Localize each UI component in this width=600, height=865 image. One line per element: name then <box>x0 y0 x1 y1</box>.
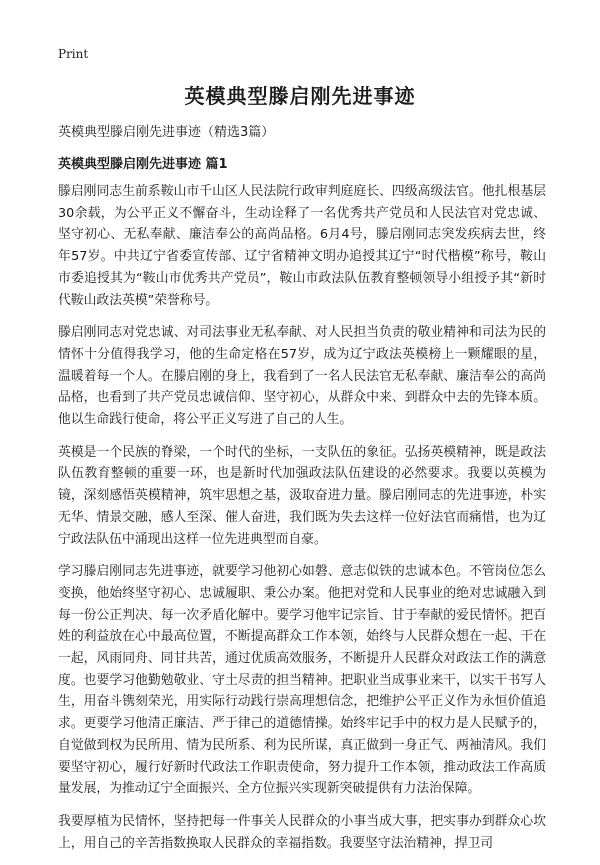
print-link[interactable]: Print <box>58 47 89 61</box>
paragraph-5: 我要厚植为民情怀，坚持把每一件事关人民群众的小事当成大事，把实事办到群众心坎上，用自己的辛苦指数换取人民群众的幸福指数。我要坚守法治精神，捍卫司 <box>58 813 546 851</box>
paragraph-4: 学习滕启刚同志先进事迹，就要学习他初心如磐、意志似铁的忠诚本色。不管岗位怎么变换，他始终坚守初心、忠诚履职、秉公办案。他把对党和人民事业的绝对忠诚融入到每一份公正判决、每一次矛盾化解中。要学习他牢记宗旨、甘于奉献的爱民情怀。把百姓的利益放在心中最高位置，不断提高群众工作本领，始终与人民群众想在一起、干在一起，风雨同舟、同甘共苦，通过优质高效服务，不断提升人民群众对政法工作的满意度。也要学习他勤勉敬业、守土尽责的担当精神。把职业当成事业来干，以实干书写人生，用奋斗镌刻荣光，用实际行动践行崇高理想信念，把维护公平正义作为永恒价值追求。更要学习他清正廉洁、严于律己的道德情操。始终牢记手中的权力是人民赋予的，自觉做到权为民所用、情为民所系、利为民所谋，真正做到一身正气、两袖清风。我们要坚守初心，履行好新时代政法工作职责使命，努力提升工作本领，推动政法工作高质量发展，为推动辽宁全面振兴、全方位振兴实现新突破提供有力法治保障。 <box>58 564 546 797</box>
article-body <box>58 181 546 865</box>
paragraph-1: 滕启刚同志生前系鞍山市千山区人民法院行政审判庭庭长、四级高级法官。他扎根基层30余载，为公平正义不懈奋斗，生动诠释了一名优秀共产党员和人民法官对党忠诚、坚守初心、无私奉献、廉洁奉公的高尚品格。6月4号，滕启刚同志突发疾病去世，终年57岁。中共辽宁省委宣传部、辽宁省精神文明办追授其辽宁“时代楷模”称号，鞍山市委追授其为“鞍山市优秀共产党员”，鞍山市政法队伍教育整顿领导小组授予其“新时代鞍山政法英模”荣誉称号。 <box>58 184 546 308</box>
section-heading: 英模典型滕启刚先进事迹 篇1 <box>58 157 228 172</box>
document-subtitle: 英模典型滕启刚先进事迹（精选3篇） <box>58 125 275 140</box>
paragraph-2: 滕启刚同志对党忠诚、对司法事业无私奉献、对人民担当负责的敬业精神和司法为民的情怀十分值得我学习，他的生命定格在57岁，成为辽宁政法英模榜上一颗耀眼的星，温暖着每一个人。在滕启刚的身上，我看到了一名人民法官无私奉献、廉洁奉公的高尚品格，也看到了共产党员忠诚信仰、坚守初心，从群众中来、到群众中去的先锋本质。他以生命践行使命，将公平正义写进了自己的人生。 <box>58 325 546 428</box>
paragraph-3: 英模是一个民族的脊梁，一个时代的坐标，一支队伍的象征。弘扬英模精神，既是政法队伍教育整顿的重要一环，也是新时代加强政法队伍建设的必然要求。我要以英模为镜，深刻感悟英模精神，筑牢思想之基，汲取奋进力量。滕启刚同志的先进事迹，朴实无华、情景交融，感人至深、催人奋进，我们既为失去这样一位好法官而痛惜，也为辽宁政法队伍中涌现出这样一位先进典型而自豪。 <box>58 444 546 547</box>
document-title: 英模典型滕启刚先进事迹 <box>184 84 416 108</box>
